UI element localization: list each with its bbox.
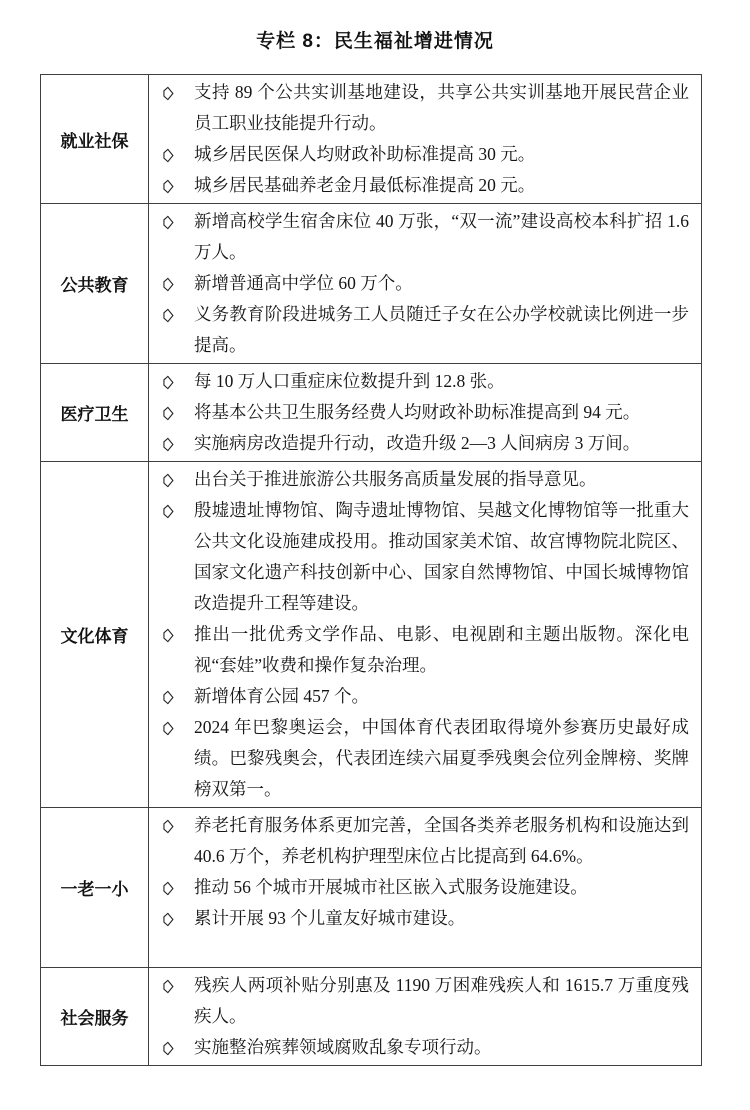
item-text: 新增普通高中学位 60 万个。 bbox=[194, 273, 413, 293]
item-text: 养老托育服务体系更加完善，全国各类养老服务机构和设施达到 40.6 万个，养老机构护理型床位占比提高到 64.6%。 bbox=[194, 815, 689, 866]
table-row bbox=[41, 75, 701, 204]
list-item bbox=[163, 397, 689, 428]
item-text: 2024 年巴黎奥运会，中国体育代表团取得境外参赛历史最好成绩。巴黎残奥会，代表团连续六届夏季残奥会位列金牌榜、奖牌榜双第一。 bbox=[194, 717, 689, 799]
list-item bbox=[163, 139, 689, 170]
item-text: 义务教育阶段进城务工人员随迁子女在公办学校就读比例进一步提高。 bbox=[194, 304, 689, 355]
table-row bbox=[41, 204, 701, 364]
pentagon-arrow-right-icon bbox=[163, 366, 194, 390]
pentagon-arrow-right-icon bbox=[163, 77, 194, 101]
list-item bbox=[163, 268, 689, 299]
table-row bbox=[41, 968, 701, 1065]
item-text: 新增体育公园 457 个。 bbox=[194, 686, 369, 706]
items-cell bbox=[149, 364, 701, 461]
pentagon-arrow-right-icon bbox=[163, 428, 194, 452]
list-item bbox=[163, 77, 689, 139]
table-row bbox=[41, 462, 701, 808]
list-item bbox=[163, 681, 689, 712]
item-text: 累计开展 93 个儿童友好城市建设。 bbox=[194, 908, 466, 928]
pentagon-arrow-right-icon bbox=[163, 397, 194, 421]
list-item bbox=[163, 366, 689, 397]
list-item bbox=[163, 428, 689, 459]
list-item bbox=[163, 495, 689, 619]
pentagon-arrow-right-icon bbox=[163, 206, 194, 230]
item-text: 每 10 万人口重症床位数提升到 12.8 张。 bbox=[194, 371, 505, 391]
pentagon-arrow-right-icon bbox=[163, 170, 194, 194]
item-text: 实施病房改造提升行动，改造升级 2—3 人间病房 3 万间。 bbox=[194, 433, 641, 453]
category-cell: 文化体育 bbox=[41, 462, 149, 807]
pentagon-arrow-right-icon bbox=[163, 299, 194, 323]
list-item bbox=[163, 619, 689, 681]
pentagon-arrow-right-icon bbox=[163, 268, 194, 292]
category-cell: 公共教育 bbox=[41, 204, 149, 363]
category-cell: 医疗卫生 bbox=[41, 364, 149, 461]
items-cell bbox=[149, 75, 701, 203]
pentagon-arrow-right-icon bbox=[163, 872, 194, 896]
items-cell bbox=[149, 808, 701, 967]
list-item bbox=[163, 810, 689, 872]
item-text: 殷墟遗址博物馆、陶寺遗址博物馆、吴越文化博物馆等一批重大公共文化设施建成投用。推动国家美术馆、故宫博物院北院区、国家文化遗产科技创新中心、国家自然博物馆、中国长城博物馆改造提升工程等建设。 bbox=[194, 500, 689, 613]
pentagon-arrow-right-icon bbox=[163, 712, 194, 736]
pentagon-arrow-right-icon bbox=[163, 1032, 194, 1056]
list-item bbox=[163, 872, 689, 903]
item-text: 实施整治殡葬领域腐败乱象专项行动。 bbox=[194, 1037, 492, 1057]
item-text: 支持 89 个公共实训基地建设，共享公共实训基地开展民营企业员工职业技能提升行动。 bbox=[194, 82, 689, 133]
list-item bbox=[163, 970, 689, 1032]
item-text: 出台关于推进旅游公共服务高质量发展的指导意见。 bbox=[194, 469, 597, 489]
category-cell: 社会服务 bbox=[41, 968, 149, 1065]
table-row bbox=[41, 364, 701, 462]
item-text: 推动 56 个城市开展城市社区嵌入式服务设施建设。 bbox=[194, 877, 588, 897]
list-item bbox=[163, 206, 689, 268]
items-cell bbox=[149, 204, 701, 363]
page-title: 专栏 8：民生福祉增进情况 bbox=[256, 31, 494, 52]
items-cell bbox=[149, 968, 701, 1065]
pentagon-arrow-right-icon bbox=[163, 903, 194, 927]
pentagon-arrow-right-icon bbox=[163, 495, 194, 519]
item-text: 新增高校学生宿舍床位 40 万张，“双一流”建设高校本科扩招 1.6 万人。 bbox=[194, 211, 689, 262]
category-cell: 一老一小 bbox=[41, 808, 149, 967]
item-text: 城乡居民医保人均财政补助标准提高 30 元。 bbox=[194, 144, 536, 164]
list-item bbox=[163, 299, 689, 361]
item-text: 将基本公共卫生服务经费人均财政补助标准提高到 94 元。 bbox=[194, 402, 641, 422]
list-item bbox=[163, 712, 689, 805]
items-cell bbox=[149, 462, 701, 807]
list-item bbox=[163, 464, 689, 495]
category-cell: 就业社保 bbox=[41, 75, 149, 203]
list-item bbox=[163, 1032, 689, 1063]
pentagon-arrow-right-icon bbox=[163, 464, 194, 488]
list-item bbox=[163, 170, 689, 201]
item-text: 推出一批优秀文学作品、电影、电视剧和主题出版物。深化电视“套娃”收费和操作复杂治理。 bbox=[194, 624, 689, 675]
pentagon-arrow-right-icon bbox=[163, 139, 194, 163]
welfare-table bbox=[40, 74, 702, 1066]
pentagon-arrow-right-icon bbox=[163, 810, 194, 834]
item-text: 城乡居民基础养老金月最低标准提高 20 元。 bbox=[194, 175, 536, 195]
list-item bbox=[163, 903, 689, 934]
pentagon-arrow-right-icon bbox=[163, 619, 194, 643]
pentagon-arrow-right-icon bbox=[163, 970, 194, 994]
pentagon-arrow-right-icon bbox=[163, 681, 194, 705]
item-text: 残疾人两项补贴分别惠及 1190 万困难残疾人和 1615.7 万重度残疾人。 bbox=[194, 975, 689, 1026]
table-row bbox=[41, 808, 701, 968]
